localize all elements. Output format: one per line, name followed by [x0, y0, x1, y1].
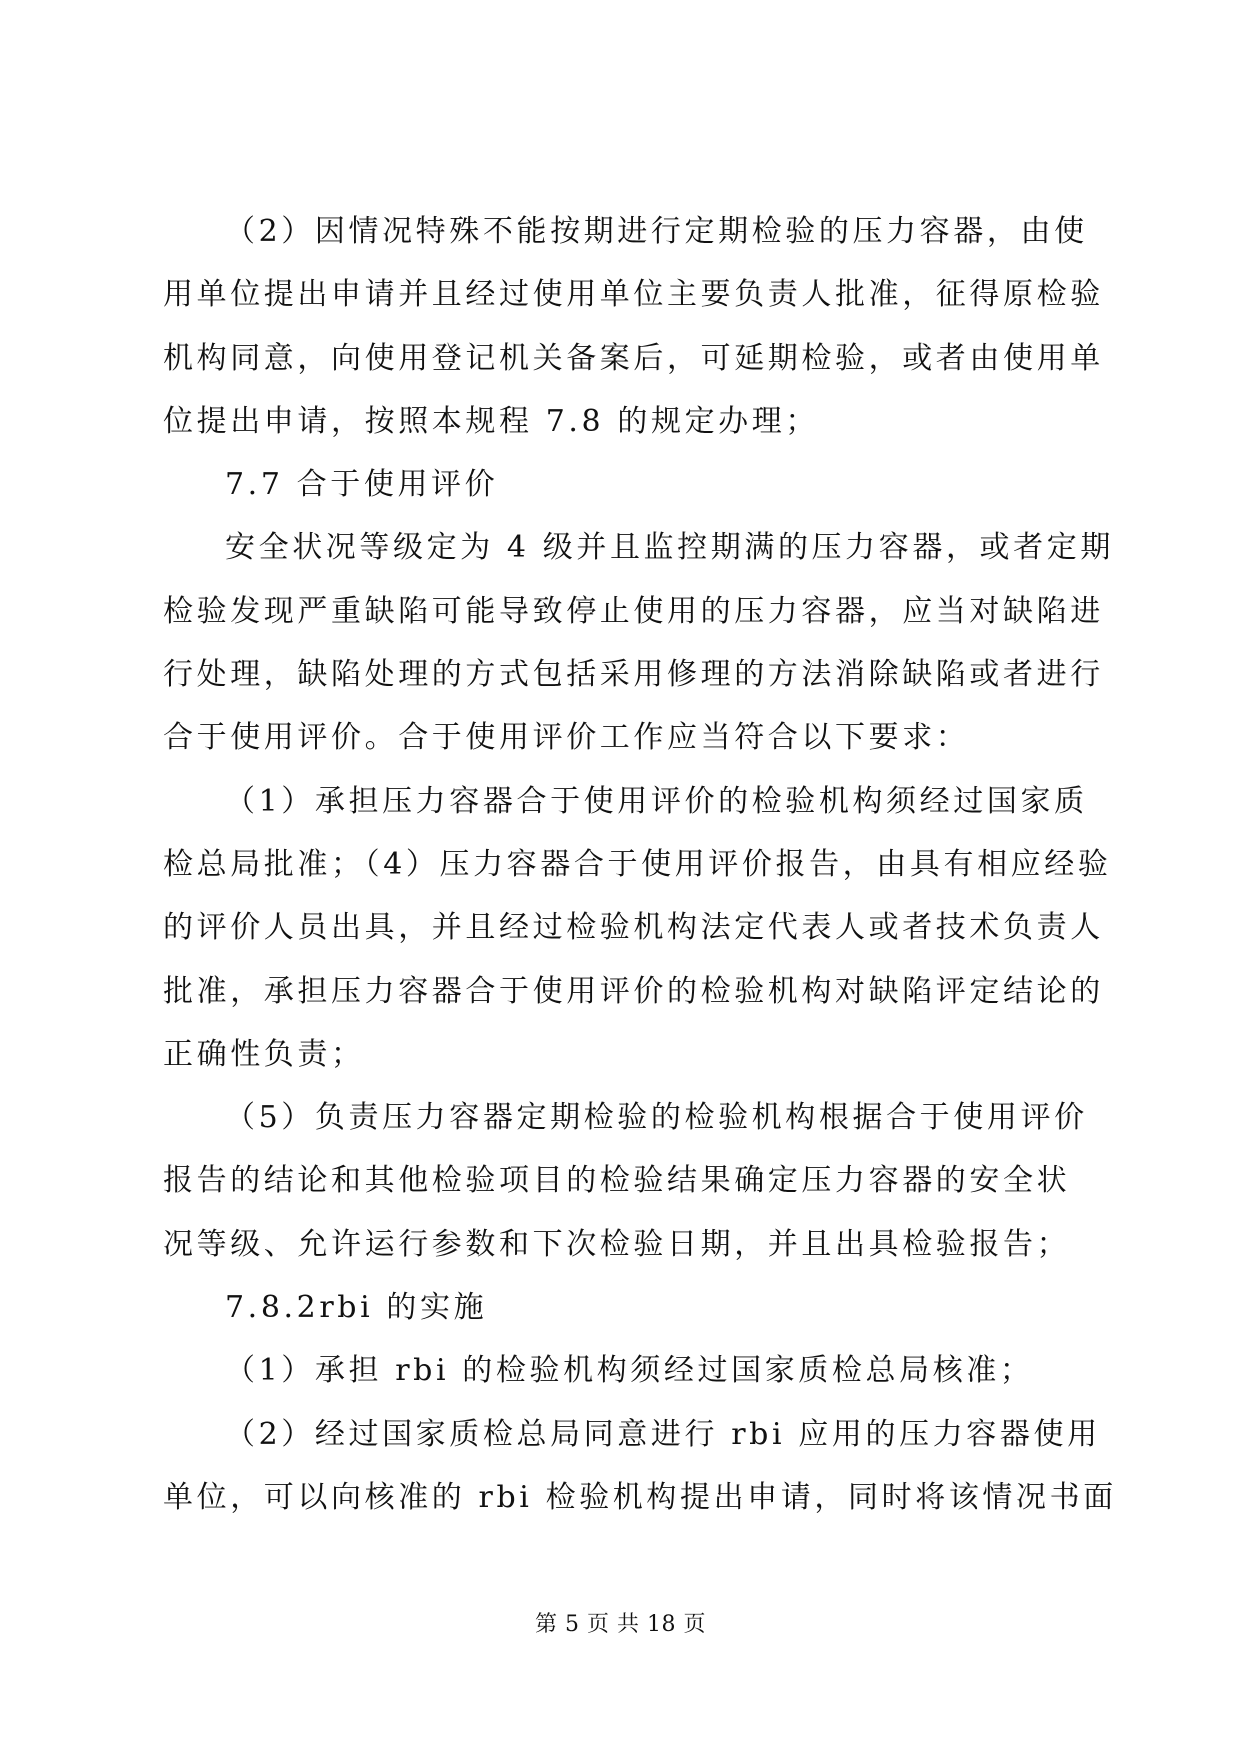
- section-heading: 7.7 合于使用评价: [225, 467, 499, 503]
- paragraph-line: 批准，承担压力容器合于使用评价的检验机构对缺陷评定结论的: [163, 973, 1104, 1009]
- paragraph-line: 安全状况等级定为 4 级并且监控期满的压力容器，或者定期: [225, 530, 1114, 566]
- paragraph-line: （1）承担 rbi 的检验机构须经过国家质检总局核准；: [225, 1353, 1034, 1389]
- paragraph-line: 机构同意，向使用登记机关备案后，可延期检验，或者由使用单: [163, 340, 1104, 376]
- paragraph-line: 正确性负责；: [163, 1036, 365, 1072]
- paragraph-line: 况等级、允许运行参数和下次检验日期，并且出具检验报告；: [163, 1226, 1071, 1262]
- paragraph-line: 合于使用评价。合于使用评价工作应当符合以下要求：: [163, 720, 970, 756]
- paragraph-line: 检总局批准；（4）压力容器合于使用评价报告，由具有相应经验: [163, 846, 1112, 882]
- paragraph-line: （2）经过国家质检总局同意进行 rbi 应用的压力容器使用: [225, 1416, 1101, 1452]
- paragraph-line: 的评价人员出具，并且经过检验机构法定代表人或者技术负责人: [163, 910, 1104, 946]
- document-body: [163, 200, 1117, 1529]
- paragraph-line: 检验发现严重缺陷可能导致停止使用的压力容器，应当对缺陷进: [163, 593, 1104, 629]
- paragraph-line: （5）负责压力容器定期检验的检验机构根据合于使用评价: [225, 1100, 1088, 1136]
- page-number-footer: 第 5 页 共 18 页: [535, 1612, 706, 1637]
- paragraph-line: 位提出申请，按照本规程 7.8 的规定办理；: [163, 403, 819, 439]
- paragraph-line: （1）承担压力容器合于使用评价的检验机构须经过国家质: [225, 783, 1088, 819]
- section-heading: 7.8.2rbi 的实施: [225, 1290, 488, 1326]
- paragraph-line: 用单位提出申请并且经过使用单位主要负责人批准，征得原检验: [163, 277, 1104, 313]
- paragraph-line: 报告的结论和其他检验项目的检验结果确定压力容器的安全状: [163, 1163, 1071, 1199]
- paragraph-line: （2）因情况特殊不能按期进行定期检验的压力容器，由使: [225, 214, 1088, 249]
- paragraph-line: 行处理，缺陷处理的方式包括采用修理的方法消除缺陷或者进行: [163, 657, 1104, 693]
- paragraph-line: 单位，可以向核准的 rbi 检验机构提出申请，同时将该情况书面: [163, 1479, 1117, 1515]
